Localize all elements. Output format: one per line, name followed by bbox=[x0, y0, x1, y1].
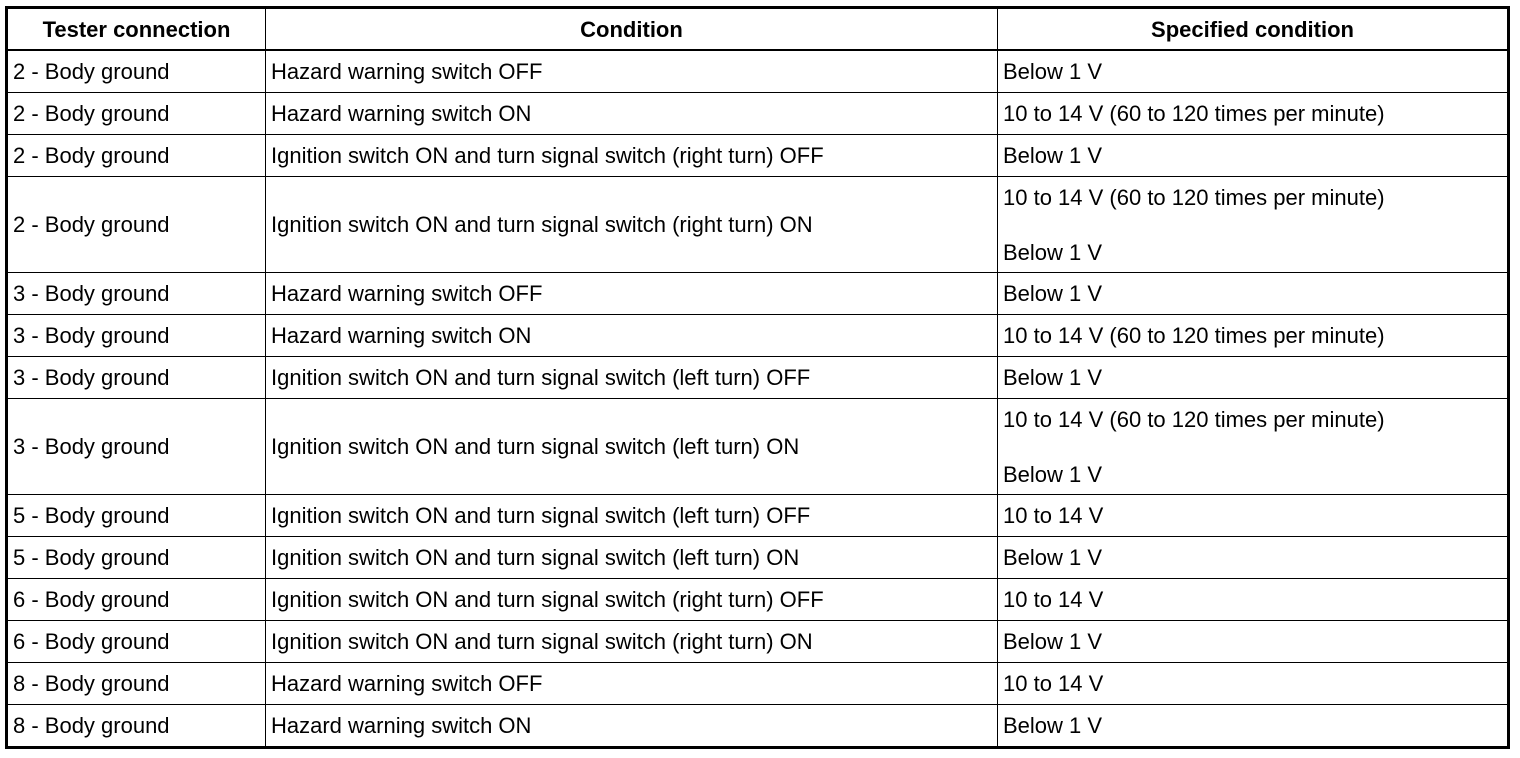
cell-tester-connection: 6 - Body ground bbox=[7, 621, 266, 663]
cell-condition: Hazard warning switch ON bbox=[266, 315, 998, 357]
table-row bbox=[7, 579, 1509, 621]
cell-specified-condition bbox=[998, 50, 1509, 93]
table-row bbox=[7, 273, 1509, 315]
cell-specified-condition bbox=[998, 273, 1509, 315]
specified-value: Below 1 V bbox=[1003, 365, 1103, 390]
specified-value: 10 to 14 V (60 to 120 times per minute) bbox=[1003, 406, 1385, 432]
specified-value: Below 1 V bbox=[1003, 545, 1103, 570]
cell-tester-connection: 8 - Body ground bbox=[7, 663, 266, 705]
table-row bbox=[7, 495, 1509, 537]
table-row bbox=[7, 663, 1509, 705]
cell-tester-connection: 2 - Body ground bbox=[7, 177, 266, 273]
cell-condition: Ignition switch ON and turn signal switch (left turn) OFF bbox=[266, 357, 998, 399]
specified-value: 10 to 14 V bbox=[1003, 671, 1104, 696]
cell-specified-condition bbox=[998, 399, 1509, 495]
cell-tester-connection: 5 - Body ground bbox=[7, 537, 266, 579]
table-row bbox=[7, 705, 1509, 748]
cell-tester-connection: 5 - Body ground bbox=[7, 495, 266, 537]
specified-value: Below 1 V bbox=[1003, 629, 1103, 654]
cell-tester-connection: 3 - Body ground bbox=[7, 399, 266, 495]
cell-specified-condition bbox=[998, 177, 1509, 273]
cell-tester-connection: 8 - Body ground bbox=[7, 705, 266, 748]
cell-tester-connection: 3 - Body ground bbox=[7, 357, 266, 399]
specified-value: 10 to 14 V bbox=[1003, 503, 1104, 528]
cell-specified-condition bbox=[998, 705, 1509, 748]
cell-condition: Ignition switch ON and turn signal switch (right turn) OFF bbox=[266, 579, 998, 621]
specified-value: Below 1 V bbox=[1003, 461, 1103, 487]
cell-condition: Hazard warning switch OFF bbox=[266, 50, 998, 93]
specified-value: Below 1 V bbox=[1003, 713, 1103, 738]
specified-value: 10 to 14 V (60 to 120 times per minute) bbox=[1003, 101, 1385, 126]
cell-condition: Ignition switch ON and turn signal switch (right turn) OFF bbox=[266, 135, 998, 177]
cell-condition: Ignition switch ON and turn signal switch (right turn) ON bbox=[266, 177, 998, 273]
cell-specified-condition bbox=[998, 93, 1509, 135]
specified-value: Below 1 V bbox=[1003, 59, 1103, 84]
table-row bbox=[7, 315, 1509, 357]
cell-tester-connection: 3 - Body ground bbox=[7, 273, 266, 315]
cell-specified-condition bbox=[998, 621, 1509, 663]
specified-value: Below 1 V bbox=[1003, 239, 1103, 265]
header-condition: Condition bbox=[266, 8, 998, 51]
cell-condition: Hazard warning switch OFF bbox=[266, 273, 998, 315]
cell-specified-condition bbox=[998, 495, 1509, 537]
cell-specified-condition bbox=[998, 663, 1509, 705]
cell-specified-condition bbox=[998, 357, 1509, 399]
table-row bbox=[7, 399, 1509, 495]
specified-value: 10 to 14 V (60 to 120 times per minute) bbox=[1003, 323, 1385, 348]
table-row bbox=[7, 537, 1509, 579]
cell-condition: Hazard warning switch OFF bbox=[266, 663, 998, 705]
cell-specified-condition bbox=[998, 537, 1509, 579]
cell-condition: Ignition switch ON and turn signal switch (right turn) ON bbox=[266, 621, 998, 663]
header-row bbox=[7, 8, 1509, 51]
header-specified-condition: Specified condition bbox=[998, 8, 1509, 51]
cell-tester-connection: 2 - Body ground bbox=[7, 135, 266, 177]
specified-value: Below 1 V bbox=[1003, 143, 1103, 168]
specified-value: 10 to 14 V bbox=[1003, 587, 1104, 612]
cell-specified-condition bbox=[998, 315, 1509, 357]
cell-condition: Ignition switch ON and turn signal switch (left turn) ON bbox=[266, 537, 998, 579]
cell-tester-connection: 6 - Body ground bbox=[7, 579, 266, 621]
header-tester-connection: Tester connection bbox=[7, 8, 266, 51]
cell-condition: Hazard warning switch ON bbox=[266, 705, 998, 748]
table-row bbox=[7, 50, 1509, 93]
table-row bbox=[7, 357, 1509, 399]
cell-tester-connection: 2 - Body ground bbox=[7, 50, 266, 93]
cell-condition: Ignition switch ON and turn signal switch (left turn) ON bbox=[266, 399, 998, 495]
line-gap bbox=[1003, 210, 1507, 240]
specified-value: 10 to 14 V (60 to 120 times per minute) bbox=[1003, 184, 1385, 210]
cell-tester-connection: 2 - Body ground bbox=[7, 93, 266, 135]
cell-condition: Hazard warning switch ON bbox=[266, 93, 998, 135]
cell-specified-condition bbox=[998, 579, 1509, 621]
cell-tester-connection: 3 - Body ground bbox=[7, 315, 266, 357]
specified-value: Below 1 V bbox=[1003, 281, 1103, 306]
line-gap bbox=[1003, 432, 1507, 462]
spec-table bbox=[5, 6, 1510, 749]
cell-condition: Ignition switch ON and turn signal switch (left turn) OFF bbox=[266, 495, 998, 537]
cell-specified-condition bbox=[998, 135, 1509, 177]
table-row bbox=[7, 177, 1509, 273]
table-body bbox=[7, 50, 1509, 748]
table-row bbox=[7, 621, 1509, 663]
table-row bbox=[7, 93, 1509, 135]
table-row bbox=[7, 135, 1509, 177]
